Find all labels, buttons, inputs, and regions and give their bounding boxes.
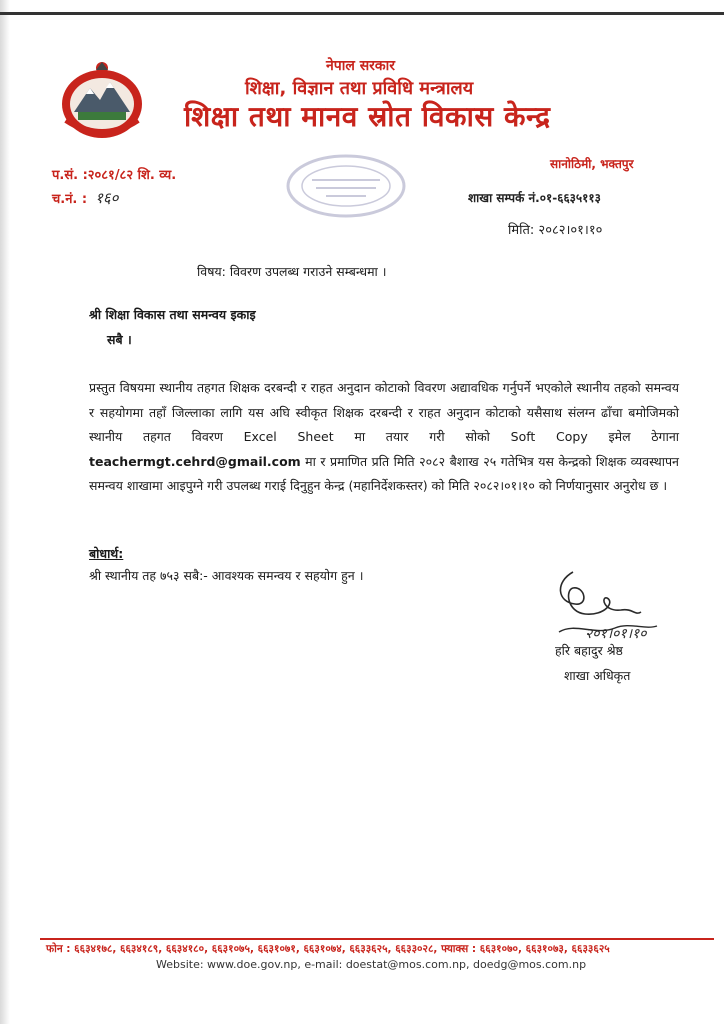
- nepal-emblem-logo: [56, 60, 148, 142]
- signatory-name: हरि बहादुर श्रेष्ठ: [555, 643, 623, 658]
- centre-name: शिक्षा तथा मानव स्रोत विकास केन्द्र: [184, 100, 551, 133]
- office-stamp: [282, 150, 410, 222]
- letter-date: मिति: २०८२।०१।१०: [508, 223, 603, 238]
- addressee-all: सबै ।: [107, 332, 132, 347]
- dispatch-value: १६०: [95, 189, 119, 207]
- contact-number: शाखा सम्पर्क नं.०१-६६३५११३: [468, 191, 601, 205]
- handwritten-signature: [545, 562, 665, 646]
- body-text-part1: प्रस्तुत विषयमा स्थानीय तहगत शिक्षक दरबन्दी र राहत अनुदान कोटाको विवरण अद्यावधिक गर्नुपर्ने भएकोले स्थानीय तहको समन्वय र सहयोगमा तहाँ जिल्लाका लागि यस अघि स्वीकृत शिक्षक दरबन्दी र राहत अनुदान कोटाको यसैसाथ संलग्न ढाँचा बमोजिमको स्थानीय तहगत विवरण Excel Sheet मा तयार गरी सोको Soft Copy इमेल ठेगाना: [89, 380, 679, 445]
- scan-top-border: [0, 12, 724, 15]
- email-address: teachermgt.cehrd@gmail.com: [89, 453, 301, 469]
- government-name: नेपाल सरकार: [326, 58, 396, 74]
- office-address: सानोठिमी, भक्तपुर: [550, 157, 634, 171]
- info-heading: बोधार्थ:: [89, 546, 124, 561]
- letter-number: प.सं. :२०८१/८२ शि. व्य.: [52, 168, 177, 183]
- footer-divider: [40, 938, 714, 940]
- addressee: श्री शिक्षा विकास तथा समन्वय इकाइ: [89, 307, 256, 322]
- letter-body: [89, 376, 679, 499]
- signatory-title: शाखा अधिकृत: [564, 668, 631, 683]
- dispatch-number: [52, 188, 118, 208]
- subject-line: विषय: विवरण उपलब्ध गराउने सम्बन्धमा ।: [197, 264, 387, 279]
- footer-phone-numbers: फोन : ६६३४१७८, ६६३४१८९, ६६३४१८०, ६६३१०७५, ६६३१०७१, ६६३१०७४, ६६३३६२५, ६६३३०२८, फ्याक्स : ६६३१०७०, ६६३१०७३, ६६३३६२५: [46, 943, 610, 955]
- info-recipient: श्री स्थानीय तह ७५३ सबै:- आवश्यक समन्वय र सहयोग हुन ।: [89, 568, 364, 583]
- dispatch-label: च.नं. :: [52, 192, 88, 207]
- ministry-name: शिक्षा, विज्ञान तथा प्रविधि मन्त्रालय: [245, 78, 474, 99]
- scan-edge-shadow: [0, 0, 10, 1024]
- svg-text:२०१।०१।१०: २०१।०१।१०: [585, 626, 647, 642]
- body-text-part2: मा र प्रमाणित प्रति मिति २०८२ बैशाख २५ गतेभित्र यस केन्द्रको शिक्षक व्यवस्थापन समन्वय शाखामा आइपुग्ने गरी उपलब्ध गराई दिनुहुन केन्द्र (महानिर्देशकस्तर) को मिति २०८२।०१।१० को निर्णयानुसार अनुरोध छ ।: [89, 453, 679, 494]
- footer-website-email: Website: www.doe.gov.np, e-mail: doestat@mos.com.np, doedg@mos.com.np: [156, 958, 587, 971]
